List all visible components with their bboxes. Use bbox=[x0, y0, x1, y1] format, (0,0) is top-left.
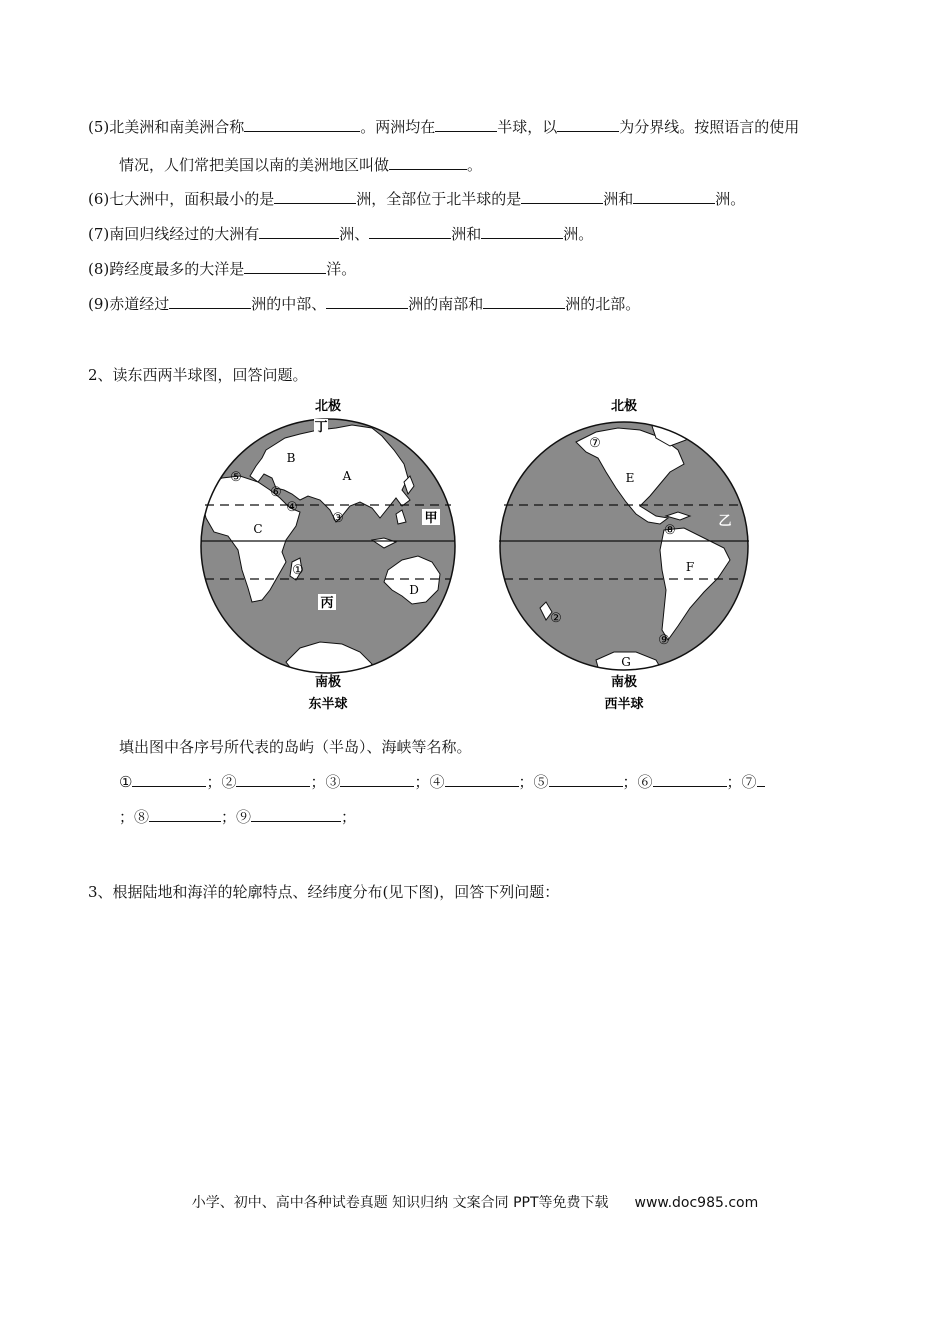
answer-blank[interactable] bbox=[435, 117, 497, 132]
answer-blank[interactable] bbox=[445, 772, 519, 787]
q1-item6 bbox=[88, 189, 745, 209]
answer-blank[interactable] bbox=[244, 259, 326, 274]
answer-blank[interactable] bbox=[251, 807, 341, 822]
west-hemisphere-map bbox=[499, 398, 749, 712]
answer-end: ； bbox=[341, 808, 357, 826]
q1-item9-text: (9)赤道经过 bbox=[88, 295, 170, 313]
answer-blank[interactable] bbox=[521, 189, 603, 204]
answer-number: ；⑤ bbox=[518, 773, 549, 791]
q1-item5-line1 bbox=[88, 117, 799, 137]
answer-number: ；⑨ bbox=[221, 808, 252, 826]
marker-2: ② bbox=[550, 611, 562, 626]
q1-item7-text: (7)南回归线经过的大洲有 bbox=[88, 225, 260, 243]
footer-url[interactable]: www.doc985.com bbox=[634, 1195, 759, 1211]
q1-item5-text: 情况，人们常把美国以南的美洲地区叫做 bbox=[119, 156, 390, 174]
label-B: B bbox=[286, 451, 296, 465]
answer-blank[interactable] bbox=[369, 224, 451, 239]
answer-blank[interactable] bbox=[236, 772, 310, 787]
q1-item9-text: 洲的中部、 bbox=[251, 295, 327, 313]
q1-item7-text: 洲。 bbox=[563, 225, 594, 243]
q1-item5-text: 。 bbox=[467, 156, 483, 174]
answer-blank[interactable] bbox=[549, 772, 623, 787]
q1-item5-text: 半球，以 bbox=[497, 118, 558, 136]
q1-item5-text: 为分界线。按照语言的使用 bbox=[619, 118, 800, 136]
east-hemisphere-caption: 东半球 bbox=[308, 697, 348, 712]
answer-blank[interactable] bbox=[169, 294, 251, 309]
q2-answers-line2 bbox=[119, 807, 356, 827]
answer-blank[interactable] bbox=[244, 117, 360, 132]
q2-title: 2、读东西两半球图，回答问题。 bbox=[88, 366, 308, 384]
east-north-pole-label: 北极 bbox=[314, 399, 342, 414]
jia-label: 甲 bbox=[424, 511, 438, 526]
q2-answers-line1 bbox=[119, 772, 765, 792]
marker-5: ⑤ bbox=[230, 470, 242, 485]
q1-item6-text: (6)七大洲中，面积最小的是 bbox=[88, 190, 275, 208]
q1-item5-text: 。两洲均在 bbox=[360, 118, 436, 136]
answer-number: ；② bbox=[206, 773, 237, 791]
west-hemisphere-caption: 西半球 bbox=[604, 697, 644, 712]
answer-blank[interactable] bbox=[633, 189, 715, 204]
answer-blank[interactable] bbox=[757, 772, 765, 787]
west-north-pole-label: 北极 bbox=[610, 399, 638, 414]
q1-item6-text: 洲和 bbox=[603, 190, 634, 208]
hemisphere-maps bbox=[0, 390, 950, 720]
marker-9: ⑨ bbox=[658, 633, 670, 648]
answer-number: ；⑥ bbox=[622, 773, 653, 791]
q1-item5-line2 bbox=[119, 155, 482, 175]
east-hemisphere-map bbox=[201, 398, 455, 712]
label-E: E bbox=[625, 471, 635, 485]
q1-item8-text: (8)跨经度最多的大洋是 bbox=[88, 260, 245, 278]
answer-blank[interactable] bbox=[149, 807, 221, 822]
answer-number: ；⑦ bbox=[726, 773, 757, 791]
yi-label: 乙 bbox=[718, 514, 732, 529]
answer-blank[interactable] bbox=[481, 224, 563, 239]
answer-blank[interactable] bbox=[326, 294, 408, 309]
marker-6: ⑥ bbox=[270, 485, 282, 500]
q1-item7 bbox=[88, 224, 593, 244]
west-south-pole-label: 南极 bbox=[610, 675, 638, 690]
answer-blank[interactable] bbox=[557, 117, 619, 132]
q1-item6-text: 洲，全部位于北半球的是 bbox=[356, 190, 522, 208]
footer-text: 小学、初中、高中各种试卷真题 知识归纳 文案合同 PPT等免费下载 bbox=[191, 1195, 609, 1211]
marker-8: ⑧ bbox=[664, 523, 676, 538]
q1-item7-text: 洲和 bbox=[451, 225, 482, 243]
label-G: G bbox=[621, 655, 631, 669]
q3-title: 3、根据陆地和海洋的轮廓特点、经纬度分布(见下图)，回答下列问题： bbox=[88, 883, 560, 901]
answer-blank[interactable] bbox=[389, 155, 467, 170]
marker-3: ③ bbox=[332, 511, 344, 526]
label-F: F bbox=[685, 560, 695, 574]
answer-blank[interactable] bbox=[340, 772, 414, 787]
q1-item9-text: 洲的南部和 bbox=[408, 295, 484, 313]
answer-blank[interactable] bbox=[132, 772, 206, 787]
answer-blank[interactable] bbox=[274, 189, 356, 204]
bing-label: 丙 bbox=[320, 596, 334, 611]
answer-number: ；③ bbox=[310, 773, 341, 791]
q1-item7-text: 洲、 bbox=[339, 225, 370, 243]
answer-number: ；④ bbox=[414, 773, 445, 791]
q1-item8-text: 洋。 bbox=[326, 260, 357, 278]
answer-number: ；⑧ bbox=[119, 808, 150, 826]
label-C: C bbox=[253, 522, 263, 536]
answer-blank[interactable] bbox=[259, 224, 339, 239]
q2-instruction: 填出图中各序号所代表的岛屿（半岛）、海峡等名称。 bbox=[119, 738, 472, 756]
marker-4: ④ bbox=[286, 500, 298, 515]
label-A: A bbox=[342, 469, 352, 483]
q1-item9 bbox=[88, 294, 640, 314]
east-south-pole-label: 南极 bbox=[314, 675, 342, 690]
marker-7: ⑦ bbox=[589, 436, 601, 451]
q1-item6-text: 洲。 bbox=[715, 190, 746, 208]
answer-blank[interactable] bbox=[653, 772, 727, 787]
answer-blank[interactable] bbox=[483, 294, 565, 309]
answer-number: ① bbox=[119, 773, 133, 791]
q1-item5-prefix: (5)北美洲和南美洲合称 bbox=[88, 118, 245, 136]
q1-item9-text: 洲的北部。 bbox=[565, 295, 641, 313]
ding-label: 丁 bbox=[314, 420, 328, 435]
page-footer bbox=[0, 1192, 950, 1212]
q1-item8 bbox=[88, 259, 356, 279]
label-D: D bbox=[409, 583, 419, 597]
marker-1: ① bbox=[292, 563, 304, 578]
